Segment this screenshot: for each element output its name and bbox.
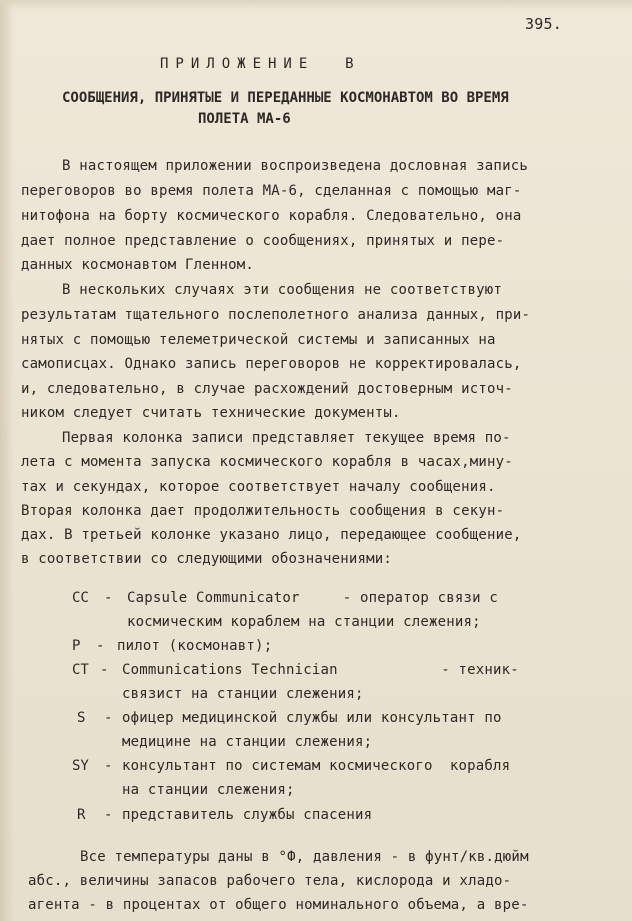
paragraph-2-line: нятых с помощью телеметрической системы и записанных на bbox=[21, 332, 496, 348]
appendix-heading: ПРИЛОЖЕНИЕ В bbox=[160, 56, 361, 72]
abbr-line: на станции слежения; bbox=[122, 782, 295, 798]
title-line-1: СООБЩЕНИЯ, ПРИНЯТЫЕ И ПЕРЕДАННЫЕ КОСМОНАВТОМ ВО ВРЕМЯ bbox=[62, 90, 509, 106]
paragraph-3-line: в соответствии со следующими обозначениями: bbox=[21, 551, 393, 567]
paragraph-1-line: нитофона на борту космического корабля. Следовательно, она bbox=[21, 208, 522, 224]
paragraph-1-line: переговоров во время полета МА-6, сделанная с помощью маг- bbox=[21, 183, 522, 199]
paragraph-3-line: Первая колонка записи представляет текущее время по- bbox=[62, 430, 511, 446]
abbr-dash: - bbox=[104, 807, 113, 823]
abbr-line: консультант по системам космического корабля bbox=[122, 758, 511, 774]
abbr-line: офицер медицинской службы или консультант по bbox=[122, 710, 502, 726]
paragraph-3-line: дах. В третьей колонке указано лицо, передающее сообщение, bbox=[21, 527, 522, 543]
abbr-line: пилот (космонавт); bbox=[117, 638, 273, 654]
paragraph-1-line: данных космонавтом Гленном. bbox=[21, 257, 254, 273]
abbr-dash: - bbox=[104, 710, 113, 726]
title-line-2: ПОЛЕТА МА-6 bbox=[198, 111, 291, 127]
abbr-code: P bbox=[72, 638, 81, 654]
abbr-line: представитель службы спасения bbox=[122, 807, 373, 823]
abbr-dash: - bbox=[96, 638, 105, 654]
abbr-code: CC bbox=[72, 590, 89, 606]
abbr-code: S bbox=[77, 710, 86, 726]
abbr-code: SY bbox=[72, 758, 89, 774]
page-shadow-top bbox=[0, 0, 632, 10]
paragraph-4-line: абс., величины запасов рабочего тела, кислорода и хладо- bbox=[28, 873, 512, 889]
paragraph-3-line: Вторая колонка дает продолжительность сообщения в секун- bbox=[21, 503, 505, 519]
abbr-code: CT bbox=[72, 662, 89, 678]
paragraph-1-line: В настоящем приложении воспроизведена дословная запись bbox=[62, 158, 528, 174]
paragraph-3-line: тах и секундах, которое соответствует началу сообщения. bbox=[21, 479, 496, 495]
page-shadow-left bbox=[0, 0, 14, 921]
paragraph-4-line: Все температуры даны в °Ф, давления - в фунт/кв.дюйм bbox=[80, 849, 529, 865]
paragraph-2-line: самописцах. Однако запись переговоров не корректировалась, bbox=[21, 356, 522, 372]
paragraph-2-line: результатам тщательного послеполетного анализа данных, при- bbox=[21, 307, 531, 323]
abbr-line: Communications Technician - техник- bbox=[122, 662, 519, 678]
paragraph-2-line: и, следовательно, в случае расхождений достоверным источ- bbox=[21, 381, 513, 397]
abbr-code: R bbox=[77, 807, 86, 823]
abbr-dash: - bbox=[104, 590, 113, 606]
paragraph-4-line: агента - в процентах от общего номинального объема, а вре- bbox=[28, 897, 529, 913]
paragraph-3-line: лета с момента запуска космического корабля в часах,мину- bbox=[21, 454, 513, 470]
abbr-line: связист на станции слежения; bbox=[122, 686, 364, 702]
paragraph-2-line: В нескольких случаях эти сообщения не соответствуют bbox=[62, 282, 503, 298]
abbr-dash: - bbox=[104, 758, 113, 774]
paragraph-1-line: дает полное представление о сообщениях, принятых и пере- bbox=[21, 233, 505, 249]
paragraph-2-line: ником следует считать технические документы. bbox=[21, 405, 401, 421]
page-number: 395. bbox=[525, 15, 562, 33]
abbr-dash: - bbox=[100, 662, 109, 678]
abbr-line: космическим кораблем на станции слежения; bbox=[127, 614, 481, 630]
abbr-line: медицине на станции слежения; bbox=[122, 734, 373, 750]
abbr-line: Capsule Communicator - оператор связи с bbox=[127, 590, 499, 606]
